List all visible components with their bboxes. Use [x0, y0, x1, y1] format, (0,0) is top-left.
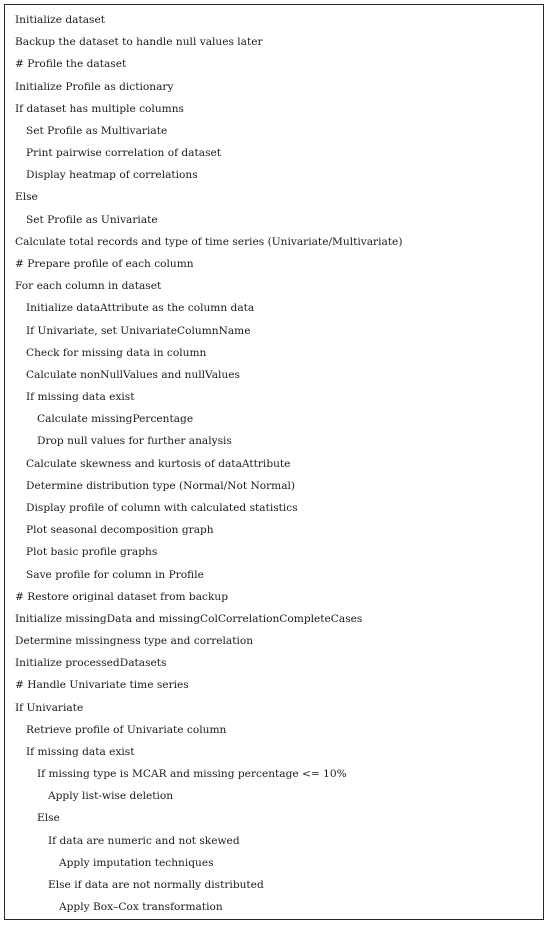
pseudocode-line: Display heatmap of correlations: [26, 169, 198, 182]
pseudocode-line: Backup the dataset to handle null values later: [15, 36, 263, 49]
pseudocode-line: Set Profile as Multivariate: [26, 124, 168, 137]
pseudocode-line: If missing data exist: [26, 391, 135, 404]
pseudocode-line: Plot seasonal decomposition graph: [26, 524, 214, 537]
pseudocode-line: Else if data are not normally distributed: [48, 879, 264, 892]
pseudocode-line: If Univariate: [15, 701, 84, 714]
pseudocode-line: Display profile of column with calculated statistics: [26, 501, 298, 514]
pseudocode-line: Determine missingness type and correlation: [15, 635, 254, 648]
pseudocode-line: If Univariate, set UnivariateColumnName: [26, 324, 251, 337]
pseudocode-line: If missing data exist: [26, 745, 135, 758]
pseudocode-line: Retrieve profile of Univariate column: [26, 723, 227, 736]
pseudocode-line: Initialize Profile as dictionary: [15, 80, 174, 93]
pseudocode-line: # Handle Univariate time series: [15, 679, 189, 692]
pseudocode-line: Calculate total records and type of time series (Univariate/Multivariate): [15, 235, 403, 248]
pseudocode-line: If missing type is MCAR and missing percentage <= 10%: [37, 768, 347, 781]
pseudocode-line: # Profile the dataset: [15, 58, 127, 71]
pseudocode-line: Plot basic profile graphs: [26, 546, 158, 559]
pseudocode-line: Set Profile as Univariate: [26, 213, 158, 226]
pseudocode-line: Else: [15, 191, 38, 204]
pseudocode-line: Check for missing data in column: [26, 346, 207, 359]
pseudocode-line: If dataset has multiple columns: [15, 102, 184, 115]
pseudocode-line: Initialize dataAttribute as the column data: [26, 302, 255, 315]
pseudocode-line: Initialize processedDatasets: [15, 657, 167, 670]
pseudocode-line: Apply imputation techniques: [59, 856, 214, 869]
pseudocode-line: Determine distribution type (Normal/Not Normal): [26, 479, 296, 492]
pseudocode-line: Initialize dataset: [15, 14, 105, 26]
pseudocode-line: Initialize missingData and missingColCorrelationCompleteCases: [15, 612, 363, 625]
pseudocode-line: # Restore original dataset from backup: [15, 590, 228, 603]
pseudocode-line: If data are numeric and not skewed: [48, 834, 240, 847]
pseudocode-line: Apply list-wise deletion: [48, 790, 174, 803]
pseudocode-line: Drop null values for further analysis: [37, 435, 232, 448]
pseudocode-line: Calculate nonNullValues and nullValues: [26, 368, 240, 381]
pseudocode-line: Apply Box–Cox transformation: [59, 901, 223, 914]
pseudocode-line: Else: [37, 812, 60, 825]
pseudocode-line: Save profile for column in Profile: [26, 568, 204, 581]
pseudocode-line: Calculate missingPercentage: [37, 413, 194, 426]
pseudocode-line: # Prepare profile of each column: [15, 257, 194, 270]
pseudocode-line: Print pairwise correlation of dataset: [26, 147, 222, 160]
algorithm-box: [4, 4, 544, 920]
pseudocode-line: For each column in dataset: [15, 280, 162, 293]
pseudocode-line: Calculate skewness and kurtosis of dataAttribute: [26, 457, 291, 470]
